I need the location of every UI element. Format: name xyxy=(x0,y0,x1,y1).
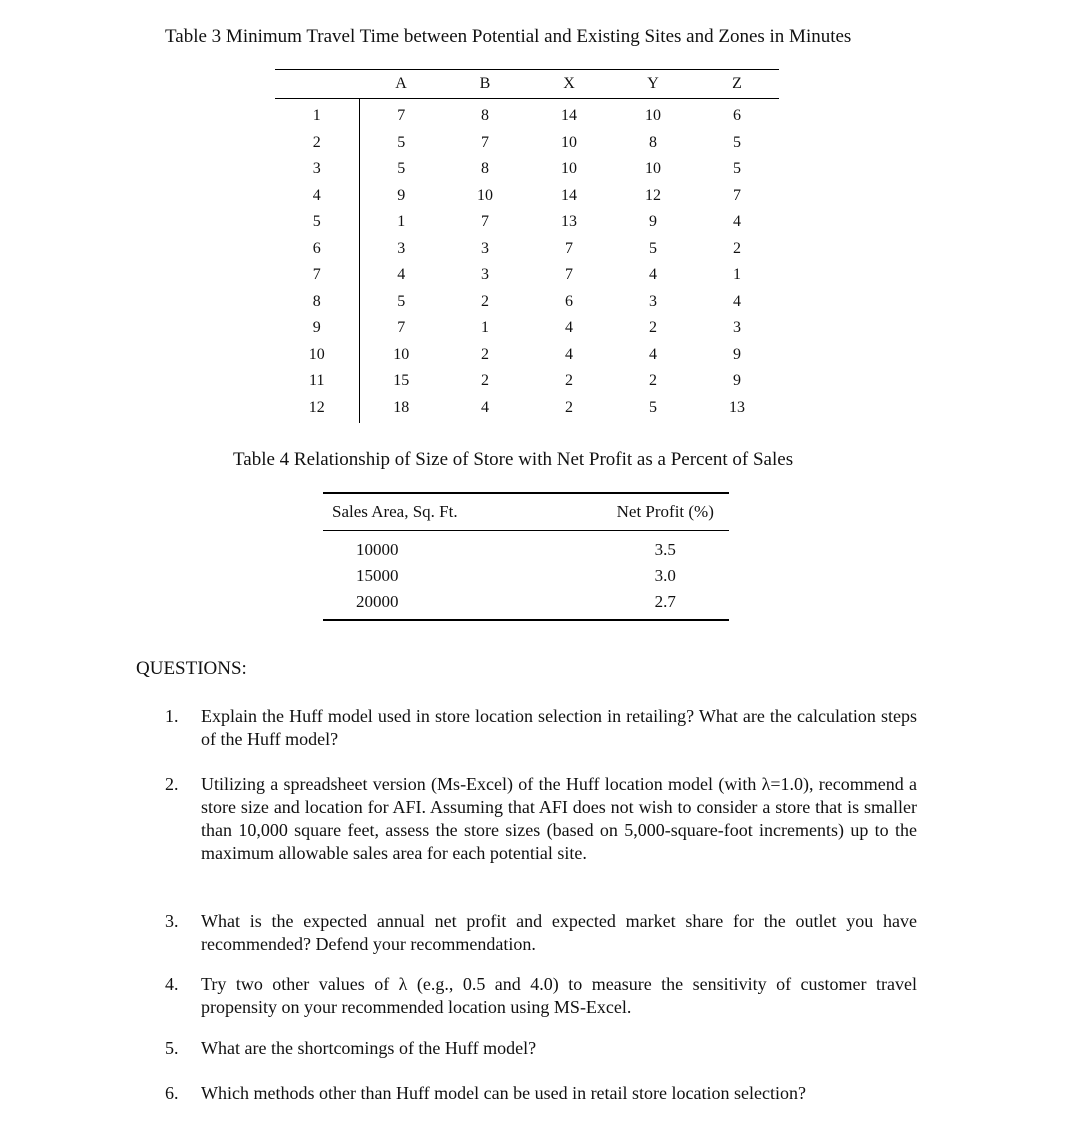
question-number: 3. xyxy=(165,911,179,931)
table-cell: 2 xyxy=(481,372,489,390)
table-cell: 13 xyxy=(561,213,577,231)
row-label: 11 xyxy=(275,368,359,395)
table-cell: 5 xyxy=(649,239,657,257)
table-cell: 7 xyxy=(565,239,573,257)
row-label: 8 xyxy=(275,289,359,316)
table-cell: 14 xyxy=(561,107,577,125)
table-cell: 4 xyxy=(565,319,573,337)
table-header-row xyxy=(323,493,729,531)
table-row xyxy=(275,183,779,210)
table-cell: 15 xyxy=(393,372,410,390)
table-cell: 10 xyxy=(561,133,577,151)
table-cell: 7 xyxy=(397,319,406,337)
table-cell: 7 xyxy=(565,266,573,284)
question-text: Try two other values of λ (e.g., 0.5 and 4.0) to measure the sensitivity of customer travel propensity on your recommended location using MS-Excel. xyxy=(201,974,917,1017)
table-cell: 10 xyxy=(645,107,661,125)
question-item xyxy=(165,1082,917,1105)
table-cell: 20000 xyxy=(323,589,602,620)
table-cell: 4 xyxy=(649,266,657,284)
table-cell: 8 xyxy=(481,160,489,178)
table-cell: 5 xyxy=(397,133,406,151)
table-cell: 3 xyxy=(397,239,406,257)
table-cell: 8 xyxy=(649,133,657,151)
table-cell: 4 xyxy=(397,266,406,284)
row-label: 7 xyxy=(275,262,359,289)
table-row xyxy=(275,395,779,424)
table-cell: 2 xyxy=(481,292,489,310)
table-cell: 2 xyxy=(649,319,657,337)
table-cell: 10000 xyxy=(356,540,399,559)
table-cell: 10 xyxy=(477,186,493,204)
question-number: 5. xyxy=(165,1038,179,1058)
question-item xyxy=(165,973,917,1019)
table-row xyxy=(275,342,779,369)
table-row xyxy=(323,531,729,564)
profit-table xyxy=(323,492,729,621)
table-row xyxy=(275,236,779,263)
table-cell: 4 xyxy=(481,398,489,416)
table-cell: 3 xyxy=(649,292,657,310)
table-cell: 6 xyxy=(733,107,741,125)
question-text: Utilizing a spreadsheet version (Ms-Excel) of the Huff location model (with λ=1.0), recommend a store size and location for AFI. Assuming that AFI does not wish to consider a store that is smaller than 10,000 square feet, assess the store sizes (based on 5,000-square-foot increments) up to the maximum allowable sales area for each potential site. xyxy=(201,774,917,863)
row-label: 12 xyxy=(275,395,359,424)
table-cell: 4 xyxy=(733,292,741,310)
table-cell: 10 xyxy=(561,160,577,178)
question-item xyxy=(165,910,917,956)
table-cell: 10 xyxy=(393,345,410,363)
row-label: 6 xyxy=(275,236,359,263)
table-cell: 3 xyxy=(481,266,489,284)
table4-caption: Table 4 Relationship of Size of Store with Net Profit as a Percent of Sales xyxy=(233,449,794,470)
column-header: B xyxy=(443,70,527,99)
table-cell: 4 xyxy=(733,213,741,231)
column-header: X xyxy=(527,70,611,99)
question-number: 2. xyxy=(165,774,179,794)
row-label: 1 xyxy=(275,99,359,130)
table-row xyxy=(275,156,779,183)
table-cell: 15000 xyxy=(356,566,399,585)
table-row xyxy=(275,289,779,316)
table-cell: 2 xyxy=(733,239,741,257)
table-row xyxy=(275,209,779,236)
column-header: Y xyxy=(611,70,695,99)
row-label: 9 xyxy=(275,315,359,342)
table-cell: 2 xyxy=(565,372,573,390)
question-item xyxy=(165,1037,917,1060)
table-cell: 1 xyxy=(733,266,741,284)
table-row xyxy=(323,589,729,620)
row-label: 4 xyxy=(275,183,359,210)
table-cell: 5 xyxy=(649,398,657,416)
table-cell: 2.7 xyxy=(602,589,729,620)
table-cell: 4 xyxy=(565,345,573,363)
table-cell: 1 xyxy=(397,213,406,231)
table-cell: 9 xyxy=(397,186,406,204)
table-cell: 2 xyxy=(649,372,657,390)
table-cell: 7 xyxy=(733,186,741,204)
table-cell: 18 xyxy=(393,398,410,416)
question-number: 1. xyxy=(165,706,179,726)
table-cell: 12 xyxy=(645,186,661,204)
question-text: Which methods other than Huff model can be used in retail store location selection? xyxy=(201,1083,806,1103)
table-cell: 7 xyxy=(397,107,406,125)
column-header: Z xyxy=(695,70,779,99)
question-text: Explain the Huff model used in store location selection in retailing? What are the calculation steps of the Huff model? xyxy=(201,706,917,749)
table-row xyxy=(275,368,779,395)
table-cell: 5 xyxy=(733,133,741,151)
table-row xyxy=(275,262,779,289)
table-cell: 4 xyxy=(649,345,657,363)
table-cell: 3 xyxy=(733,319,741,337)
row-label: 2 xyxy=(275,130,359,157)
table-cell: 9 xyxy=(649,213,657,231)
column-header xyxy=(275,70,359,99)
table-header-row xyxy=(275,70,779,99)
table-cell: 6 xyxy=(565,292,573,310)
table-cell: 8 xyxy=(481,107,489,125)
table-cell: 10 xyxy=(645,160,661,178)
table-cell: 2 xyxy=(565,398,573,416)
row-label: 3 xyxy=(275,156,359,183)
table-cell: 1 xyxy=(481,319,489,337)
table-cell: 14 xyxy=(561,186,577,204)
table-cell: 9 xyxy=(733,345,741,363)
table-cell: 5 xyxy=(397,292,406,310)
table-row xyxy=(323,563,729,589)
question-number: 6. xyxy=(165,1083,179,1103)
question-number: 4. xyxy=(165,974,179,994)
row-label: 10 xyxy=(275,342,359,369)
table-cell: 7 xyxy=(481,213,489,231)
table-cell: 5 xyxy=(397,160,406,178)
row-label: 5 xyxy=(275,209,359,236)
question-item xyxy=(165,773,917,865)
table-row xyxy=(275,99,779,130)
table-cell: 7 xyxy=(481,133,489,151)
column-header: Sales Area, Sq. Ft. xyxy=(323,493,602,531)
table3-caption: Table 3 Minimum Travel Time between Potential and Existing Sites and Zones in Minutes xyxy=(165,26,852,47)
questions-heading: QUESTIONS: xyxy=(136,658,247,679)
table-row xyxy=(275,130,779,157)
table-cell: 13 xyxy=(729,398,745,416)
table-cell: 3.0 xyxy=(654,566,676,585)
travel-time-table xyxy=(275,69,779,423)
table-row xyxy=(275,315,779,342)
question-item xyxy=(165,705,917,751)
table-cell: 3 xyxy=(481,239,489,257)
column-header: Net Profit (%) xyxy=(602,493,729,531)
question-text: What is the expected annual net profit and expected market share for the outlet you have recommended? Defend your recommendation. xyxy=(201,911,917,954)
column-header: A xyxy=(359,70,443,99)
table-cell: 9 xyxy=(733,372,741,390)
table-cell: 5 xyxy=(733,160,741,178)
question-text: What are the shortcomings of the Huff model? xyxy=(201,1038,537,1058)
table-cell: 3.5 xyxy=(654,540,676,559)
table-cell: 2 xyxy=(481,345,489,363)
